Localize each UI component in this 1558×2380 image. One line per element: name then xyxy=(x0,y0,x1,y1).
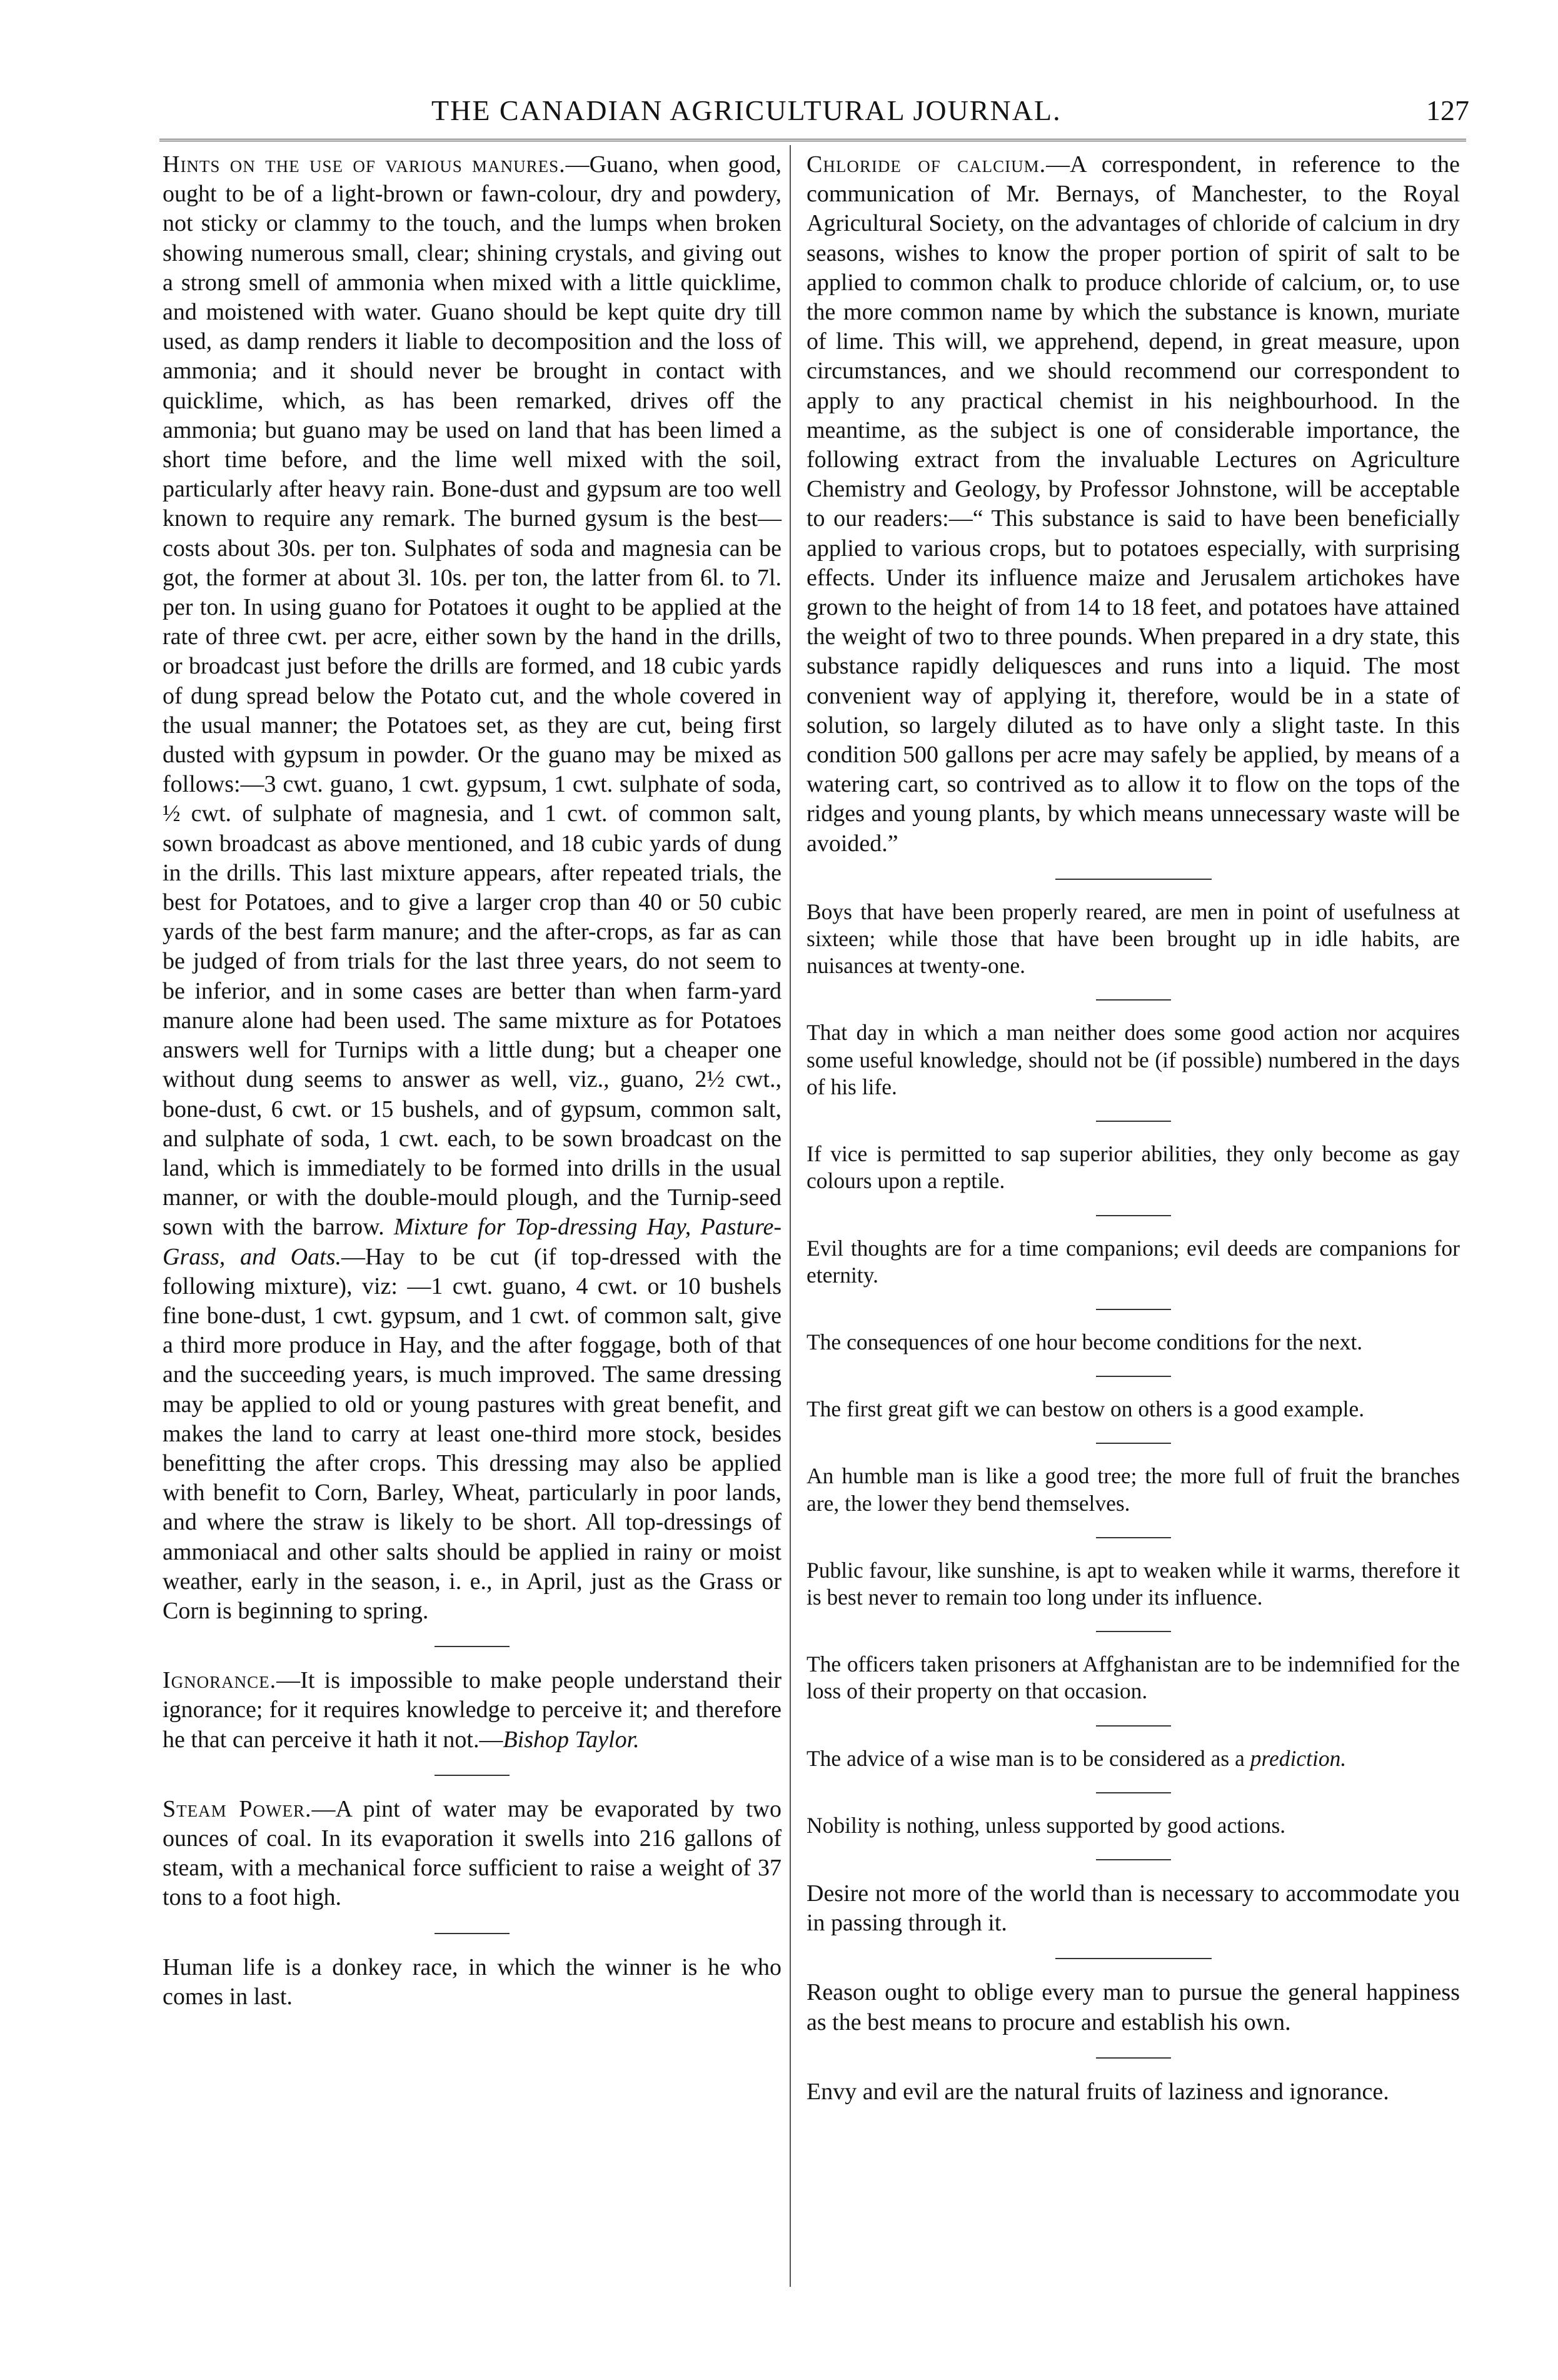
maxim: If vice is permitted to sap superior abilities, they only become as gay colours upon a reptile. xyxy=(807,1141,1460,1194)
article-heading: Hints on the use of various manures. xyxy=(163,151,566,178)
maxim: Public favour, like sunshine, is apt to weaken while it warms, therefore it is best never to remain too long under its influence. xyxy=(807,1557,1460,1610)
maxim-wise-man xyxy=(807,1745,1460,1772)
separator-rule xyxy=(1096,1631,1171,1632)
left-column xyxy=(163,150,782,2012)
article-hints-on-manures xyxy=(163,150,782,1626)
separator-rule xyxy=(1096,1792,1171,1793)
separator-rule xyxy=(1096,1725,1171,1727)
article-heading: Chloride of calcium. xyxy=(807,151,1047,178)
separator-rule xyxy=(435,1933,510,1934)
maxim-text: The advice of a wise man is to be considered as a xyxy=(807,1745,1250,1771)
maxim-donkey-race: Human life is a donkey race, in which the winner is he who comes in last. xyxy=(163,1954,782,2010)
maxim: The consequences of one hour become conditions for the next. xyxy=(807,1329,1363,1354)
maxim: That day in which a man neither does some good action nor acquires some useful knowledge, should not be (if possible) numbered in the days of his life. xyxy=(807,1020,1460,1099)
article-author: Bishop Taylor. xyxy=(503,1726,640,1753)
article-body: —Guano, when good, ought to be of a light-brown or fawn-colour, dry and powdery, not sticky or clammy to the touch, and the lumps when broken showing numerous small, clear; shining crystals, and giving out a strong smell of ammonia when mixed with a little quicklime, and moistened with water. Guano should be kept quite dry till used, as damp renders it liable to decomposition and the loss of ammonia; and it should never be brought in contact with quicklime, which, as has been remarked, drives off the ammonia; but guano may be used on land that has been limed a short time before, and the lime well mixed with the soil, particularly after heavy rain. Bone-dust and gypsum are too well known to require any remark. The burned gysum is the best—costs about 30s. per ton. Sulphates of soda and magnesia can be got, the former at about 3l. 10s. per ton, the latter from 6l. to 7l. per ton. In using guano for Potatoes it ought to be applied at the rate of three cwt. per acre, either sown by the hand in the drills, or broadcast just before the drills are formed, and 18 cubic yards of dung spread below the Potato cut, and the whole covered in the usual manner; the Potatoes set, as they are cut, being first dusted with gypsum in powder. Or the guano may be mixed as follows:—3 cwt. guano, 1 cwt. gypsum, 1 cwt. sulphate of soda, ½ cwt. of sulphate of magnesia, and 1 cwt. of common salt, sown broadcast as above mentioned, and 18 cubic yards of dung in the drills. This last mixture appears, after repeated trials, the best for Potatoes, and to give a larger crop than 40 or 50 cubic yards of the best farm manure; and the after-crops, as far as can be judged of from trials for the last three years, do not seem to be inferior, and in some cases are better than when farm-yard manure alone had been used. The same mixture as for Potatoes answers well for Turnips with a little dung; but a cheaper one without dung seems to answer as well, viz., guano, 2½ cwt., bone-dust, 6 cwt. or 15 bushels, and of gypsum, common salt, and sulphate of soda, 1 cwt. each, to be sown broadcast on the land, which is immediately to be formed into drills in the usual manner, or with the double-mould plough, and the Turnip-seed sown with the barrow. xyxy=(163,151,782,1241)
header-rule xyxy=(159,139,1466,141)
article-ignorance xyxy=(163,1666,782,1755)
article-body-continued: —Hay to be cut (if top-dressed with the following mixture), viz: —1 cwt. guano, 4 cwt. or 10 bushels fine bone-dust, 1 cwt. gypsum, and 1 cwt. of common salt, give a third more produce in Hay, and the after foggage, both of that and the succeeding years, is much improved. The same dressing may be applied to old or young pastures with great benefit, and makes the land to carry at least one-third more stock, besides benefitting the after crops. This dressing may also be applied with benefit to Corn, Barley, Wheat, particularly in poor lands, and where the straw is likely to be short. All top-dressings of ammoniacal and other salts should be applied in rainy or moist weather, early in the season, i. e., in April, just as the Grass or Corn is beginning to spring. xyxy=(163,1243,782,1624)
separator-rule xyxy=(1096,1859,1171,1860)
separator-rule xyxy=(1096,1537,1171,1538)
maxim: Evil thoughts are for a time companions; evil deeds are companions for eternity. xyxy=(807,1235,1460,1288)
subheading-top-dressing: Mixture for Top-dressing Hay, Pasture-Grass, and Oats. xyxy=(163,1214,782,1270)
maxim-large: Nobility is nothing, unless supported by good actions. xyxy=(807,1812,1286,1838)
separator-rule xyxy=(1055,1958,1212,1959)
maxim-large: Envy and evil are the natural fruits of laziness and ignorance. xyxy=(807,2078,1389,2105)
maxim: The first great gift we can bestow on others is a good example. xyxy=(807,1396,1365,1422)
journal-title: THE CANADIAN AGRICULTURAL JOURNAL. xyxy=(431,94,1062,126)
article-chloride-of-calcium xyxy=(807,150,1460,859)
separator-rule xyxy=(1096,1215,1171,1216)
article-steam-power xyxy=(163,1795,782,1913)
separator-rule xyxy=(1096,1443,1171,1444)
separator-rule xyxy=(1096,1376,1171,1377)
maxim-italic: prediction. xyxy=(1250,1745,1347,1771)
running-header xyxy=(163,94,1469,138)
separator-rule xyxy=(1055,879,1212,880)
article-body: —A correspondent, in reference to the communication of Mr. Bernays, of Manchester, to the Royal Agricultural Society, on the advantages of chloride of calcium in dry seasons, wishes to know the proper portion of spirit of salt to be applied to common chalk to produce chloride of calcium, or, to use the more common name by which the substance is known, muriate of lime. This will, we apprehend, depend, in great measure, upon circumstances, and we should recommend our correspondent to apply to any practical chemist in his neighbourhood. In the meantime, as the subject is one of considerable importance, the following extract from the invaluable Lectures on Agriculture Chemistry and Geology, by Professor Johnstone, will be acceptable to our readers:—“ This substance is said to have been beneficially applied to various crops, but to potatoes especially, with surprising effects. Under its influence maize and Jerusalem artichokes have grown to the height of from 14 to 18 feet, and potatoes have attained the weight of two to three pounds. When prepared in a dry state, this substance rapidly deliquesces and runs into a liquid. The most convenient way of applying it, therefore, would be in a state of solution, so largely diluted as to have only a slight taste. In this condition 500 gallons per acre may safely be applied, by means of a watering cart, so contrived as to allow it to flow on the tops of the ridges and young plants, by which means unnecessary waste will be avoided.” xyxy=(807,151,1460,857)
separator-rule xyxy=(1096,1121,1171,1122)
article-heading: Ignorance. xyxy=(163,1667,277,1694)
article-body: —It is impossible to make people understand their ignorance; for it requires knowledge to perceive it; and therefore he that can perceive it hath it not.— xyxy=(163,1667,782,1753)
maxim-large: Desire not more of the world than is necessary to accommodate you in passing through it. xyxy=(807,1880,1460,1937)
right-column xyxy=(807,150,1460,2107)
separator-rule xyxy=(1096,999,1171,1001)
separator-rule xyxy=(1096,1309,1171,1310)
maxim: The officers taken prisoners at Affghanistan are to be indemnified for the loss of their property on that occasion. xyxy=(807,1651,1460,1704)
page-number: 127 xyxy=(1426,94,1469,126)
article-heading: Steam Power. xyxy=(163,1795,312,1822)
maxim: An humble man is like a good tree; the more full of fruit the branches are, the lower they bend themselves. xyxy=(807,1463,1460,1516)
column-divider xyxy=(790,145,791,2287)
separator-rule xyxy=(435,1646,510,1647)
maxim: Boys that have been properly reared, are men in point of usefulness at sixteen; while those that have been brought up in idle habits, are nuisances at twenty-one. xyxy=(807,899,1460,979)
maxim-large: Reason ought to oblige every man to pursue the general happiness as the best means to procure and establish his own. xyxy=(807,1979,1460,2035)
article-body: —A pint of water may be evaporated by two ounces of coal. In its evaporation it swells into 216 gallons of steam, with a mechanical force sufficient to raise a weight of 37 tons to a foot high. xyxy=(163,1795,782,1911)
separator-rule xyxy=(435,1775,510,1776)
separator-rule xyxy=(1096,2057,1171,2059)
